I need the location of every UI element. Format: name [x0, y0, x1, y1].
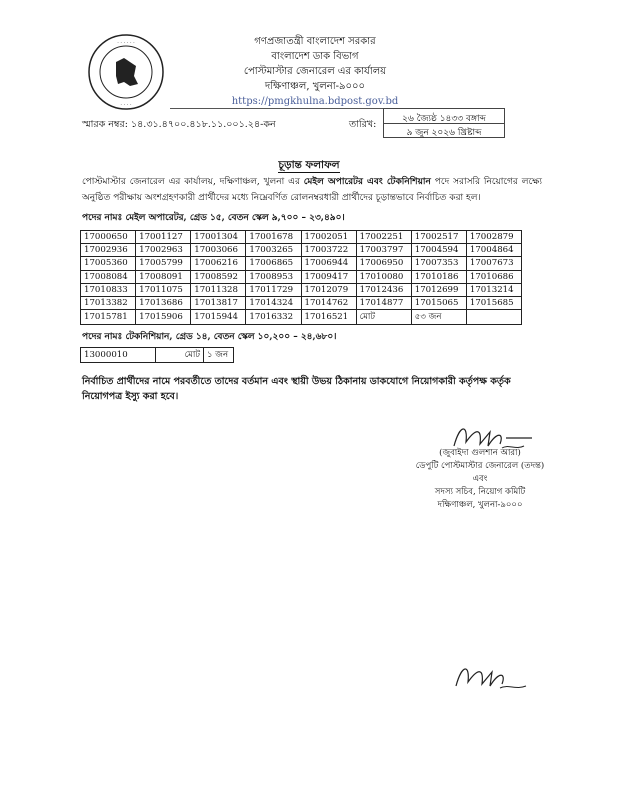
roll-cell: 17003722: [301, 244, 356, 257]
roll-cell: 17003066: [191, 244, 246, 257]
roll-cell: 17007353: [411, 257, 466, 270]
roll-cell: 17001678: [246, 231, 301, 244]
roll-cell: 17000650: [81, 231, 136, 244]
table-row: [81, 310, 522, 325]
svg-text:· · · · · ·: · · · · · ·: [117, 40, 135, 46]
roll-cell: 17015685: [466, 296, 521, 309]
roll-cell: [466, 310, 521, 325]
header-rule: [232, 94, 399, 109]
roll-cell: 17009417: [301, 270, 356, 283]
roll-cell: 17001304: [191, 231, 246, 244]
roll-cell: 17002051: [301, 231, 356, 244]
roll-cell: 17005360: [81, 257, 136, 270]
roll-cell: 17010833: [81, 283, 136, 296]
government-seal-icon: [86, 32, 166, 112]
roll-cell: 17016332: [246, 310, 301, 325]
roll-cell: 17002963: [136, 244, 191, 257]
website-link[interactable]: https://pmgkhulna.bdpost.gov.bd: [231, 96, 399, 107]
signatory-designation: ডেপুটি পোস্টমাস্টার জেনারেল (তদন্ত): [415, 461, 545, 471]
roll-cell: 17005799: [136, 257, 191, 270]
memo-number: স্মারক নম্বর: ১৪.৩১.৪৭০০.৪১৮.১১.০০১.২৪-কন: [82, 119, 276, 130]
roll-cell: ৫৩ জন: [411, 310, 466, 325]
roll-cell: 17012699: [411, 283, 466, 296]
technician-roll-table: [80, 347, 234, 363]
roll-cell: 17010186: [411, 270, 466, 283]
roll-cell: 17011328: [191, 283, 246, 296]
signature-2: [446, 658, 536, 692]
roll-cell: মোট: [356, 310, 411, 325]
table-row: [81, 296, 522, 309]
roll-cell: 17013382: [81, 296, 136, 309]
roll-cell: 17014877: [356, 296, 411, 309]
office-name: পোস্টমাস্টার জেনারেল এর কার্যালয়: [243, 66, 387, 77]
roll-cell: 17007673: [466, 257, 521, 270]
date-box: [383, 108, 505, 138]
signatory-office: দক্ষিণাঞ্চল, খুলনা-৯০০০: [437, 500, 523, 510]
roll-cell: 17014324: [246, 296, 301, 309]
roll-cell: 17013817: [191, 296, 246, 309]
table-row: [81, 270, 522, 283]
date-english: ৯ জুন ২০২৬ খ্রিষ্টাব্দ: [406, 128, 482, 138]
table-row: [81, 283, 522, 296]
roll-cell: 17004594: [411, 244, 466, 257]
roll-cell: 17015065: [411, 296, 466, 309]
intro-posts: মেইল অপারেটর এবং টেকনিশিয়ান: [303, 177, 431, 187]
intro-part2: পদে সরাসরি নিয়োগের লক্ষ্যে অনুষ্ঠিত পরীক্ষায় অংশগ্রহণকারী প্রার্থীদের মধ্যে নিম্নেবর্ণিত রোলনম্বরধারী প্রার্থীদের চূড়ান্তভাবে নির্বাচিত করা হল।: [82, 177, 542, 203]
date-divider: [384, 123, 504, 124]
table-row: [81, 257, 522, 270]
roll-cell: 17010686: [466, 270, 521, 283]
department-name: বাংলাদেশ ডাক বিভাগ: [271, 51, 359, 62]
signatory-block: [400, 447, 560, 512]
total-label-cell: মোট: [156, 348, 204, 363]
roll-cell: 17016521: [301, 310, 356, 325]
roll-cell: 17006865: [246, 257, 301, 270]
roll-cell: 17003797: [356, 244, 411, 257]
intro-paragraph: [82, 174, 542, 206]
roll-cell: 17006216: [191, 257, 246, 270]
roll-cell: 17011729: [246, 283, 301, 296]
mail-operator-roll-table: [80, 230, 522, 325]
office-header: [170, 34, 460, 109]
roll-cell: 17015906: [136, 310, 191, 325]
roll-cell: 17002251: [356, 231, 411, 244]
roll-cell: 17013214: [466, 283, 521, 296]
roll-cell: 17002936: [81, 244, 136, 257]
page-title: চূড়ান্ত ফলাফল: [278, 159, 340, 171]
roll-cell: 17004864: [466, 244, 521, 257]
signatory-committee: সদস্য সচিব, নিয়োগ কমিটি: [434, 487, 526, 497]
roll-cell: 17011075: [136, 283, 191, 296]
date-bangla: ২৬ জ্যৈষ্ঠ ১৪৩৩ বঙ্গাব্দ: [402, 114, 486, 124]
roll-cell: 17001127: [136, 231, 191, 244]
roll-cell: 17008953: [246, 270, 301, 283]
signatory-name: (জুবাইদা গুলশান আরা): [439, 448, 521, 458]
roll-cell: 17002517: [411, 231, 466, 244]
svg-text:· · · ·: · · · ·: [120, 102, 132, 108]
roll-cell: 17002879: [466, 231, 521, 244]
roll-cell: 17013686: [136, 296, 191, 309]
roll-cell: 17008084: [81, 270, 136, 283]
govt-name: গণপ্রজাতন্ত্রী বাংলাদেশ সরকার: [254, 36, 376, 47]
roll-cell: 17012079: [301, 283, 356, 296]
roll-cell: 17010080: [356, 270, 411, 283]
roll-cell: 17006950: [356, 257, 411, 270]
roll-cell: 17015781: [81, 310, 136, 325]
intro-part1: পোস্টমাস্টার জেনারেল এর কার্যালয়, দক্ষিণাঞ্চল, খুলনা এর: [82, 177, 300, 187]
roll-cell: 17006944: [301, 257, 356, 270]
post1-heading: পদের নামঃ মেইল অপারেটর, গ্রেড ১৫, বেতন স্কেল ৯,৭০০ – ২৩,৪৯০।: [82, 213, 345, 223]
table-row: [81, 231, 522, 244]
table-row: [81, 348, 234, 363]
roll-cell: 17014762: [301, 296, 356, 309]
post2-heading: পদের নামঃ টেকনিশিয়ান, গ্রেড ১৪, বেতন স্কেল ১০,২০০ – ২৪,৬৮০।: [82, 332, 337, 342]
office-address: দক্ষিণাঞ্চল, খুলনা-৯০০০: [265, 81, 365, 92]
roll-cell: 17015944: [191, 310, 246, 325]
roll-cell: 17008592: [191, 270, 246, 283]
total-value-cell: ১ জন: [204, 348, 234, 363]
signatory-and: এবং: [472, 474, 488, 484]
table-row: [81, 244, 522, 257]
date-label: তারিখ:: [349, 119, 377, 130]
roll-cell: 17003265: [246, 244, 301, 257]
roll-cell: 17008091: [136, 270, 191, 283]
notice-text: নির্বাচিত প্রার্থীদের নামে পরবর্তীতে তাদের বর্তমান এবং স্থায়ী উভয় ঠিকানায় ডাকযোগে নিয়োগকারী কর্তৃপক্ষ কর্তৃক নিয়োগপত্র ইস্যু করা হবে।: [82, 376, 511, 402]
roll-cell: 17012436: [356, 283, 411, 296]
roll-cell: 13000010: [81, 348, 156, 363]
